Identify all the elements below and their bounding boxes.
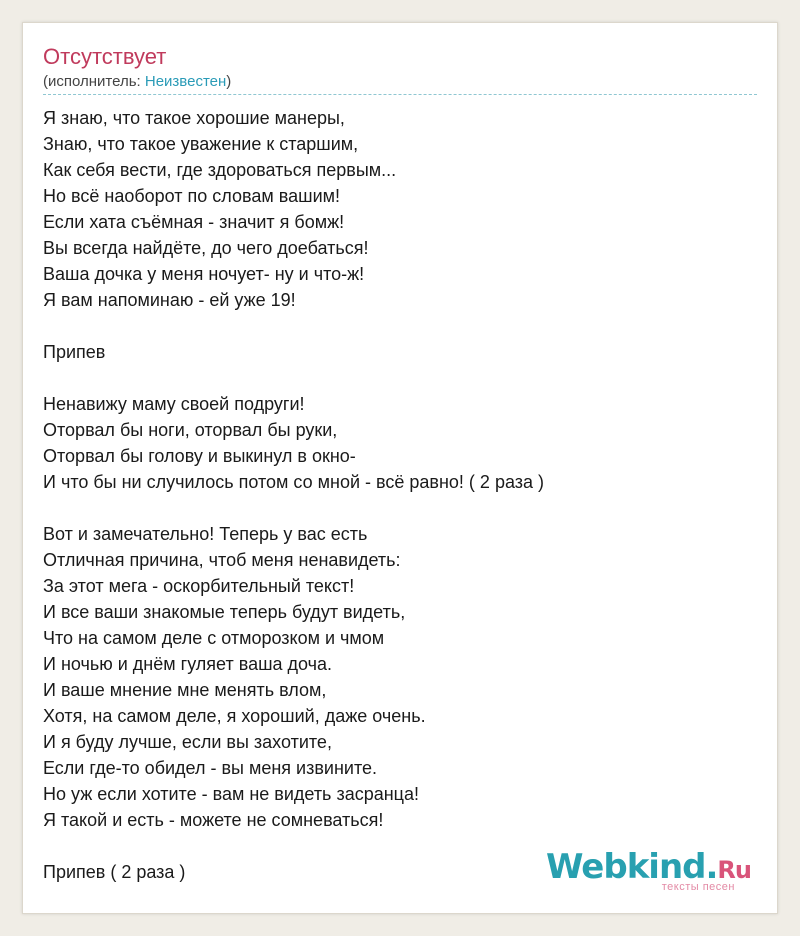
artist-suffix: ): [226, 73, 232, 90]
lyrics-line: Знаю, что такое уважение к старшим,: [43, 134, 359, 154]
lyrics-line: Но всё наоборот по словам вашим!: [43, 186, 340, 206]
site-logo[interactable]: [541, 847, 751, 895]
lyrics-blank-line: [43, 365, 757, 391]
lyrics-line: Ненавижу маму своей подруги!: [43, 394, 305, 414]
lyrics-line: Если где-то обидел - вы меня извините.: [43, 758, 378, 778]
lyrics-line: Вот и замечательно! Теперь у вас есть: [43, 524, 368, 544]
lyrics-text: [43, 105, 757, 885]
lyrics-line: Ваша дочка у меня ночует- ну и что-ж!: [43, 264, 365, 284]
artist-link[interactable]: Неизвестен: [144, 73, 227, 90]
artist-prefix: (исполнитель:: [43, 73, 145, 90]
lyrics-line: Как себя вести, где здороваться первым...: [43, 160, 397, 180]
lyrics-line: И я буду лучше, если вы захотите,: [43, 732, 332, 752]
lyrics-line: Если хата съёмная - значит я бомж!: [43, 212, 345, 232]
lyrics-blank-line: [43, 495, 757, 521]
logo-brand: Webkind: [546, 847, 706, 887]
lyrics-line: Я такой и есть - можете не сомневаться!: [43, 810, 384, 830]
lyrics-line: И что бы ни случилось потом со мной - всё равно! ( 2 раза ): [43, 472, 545, 492]
lyrics-line: И ваше мнение мне менять влом,: [43, 680, 327, 700]
lyrics-line: Припев: [43, 342, 106, 362]
logo-tagline: тексты песен: [661, 881, 735, 893]
lyrics-line: Отличная причина, чтоб меня ненавидеть:: [43, 550, 401, 570]
lyrics-line: Но уж если хотите - вам не видеть засранца!: [43, 784, 419, 804]
logo-dot: .: [705, 847, 718, 887]
lyrics-line: И ночью и днём гуляет ваша доча.: [43, 654, 333, 674]
lyrics-line: Я знаю, что такое хорошие манеры,: [43, 108, 345, 128]
lyrics-card: [22, 22, 778, 914]
title-divider: [43, 94, 757, 95]
artist-line: [43, 73, 231, 91]
lyrics-line: Хотя, на самом деле, я хороший, даже очень.: [43, 706, 426, 726]
song-title: Отсутствует: [43, 44, 167, 69]
lyrics-line: Я вам напоминаю - ей уже 19!: [43, 290, 296, 310]
logo-tld: Ru: [717, 856, 751, 884]
lyrics-blank-line: [43, 313, 757, 339]
lyrics-line: Оторвал бы голову и выкинул в окно-: [43, 446, 356, 466]
lyrics-line: Что на самом деле с отморозком и чмом: [43, 628, 385, 648]
lyrics-line: Припев ( 2 раза ): [43, 862, 186, 882]
lyrics-line: За этот мега - оскорбительный текст!: [43, 576, 355, 596]
lyrics-line: Вы всегда найдёте, до чего доебаться!: [43, 238, 369, 258]
lyrics-line: Оторвал бы ноги, оторвал бы руки,: [43, 420, 338, 440]
lyrics-line: И все ваши знакомые теперь будут видеть,: [43, 602, 406, 622]
